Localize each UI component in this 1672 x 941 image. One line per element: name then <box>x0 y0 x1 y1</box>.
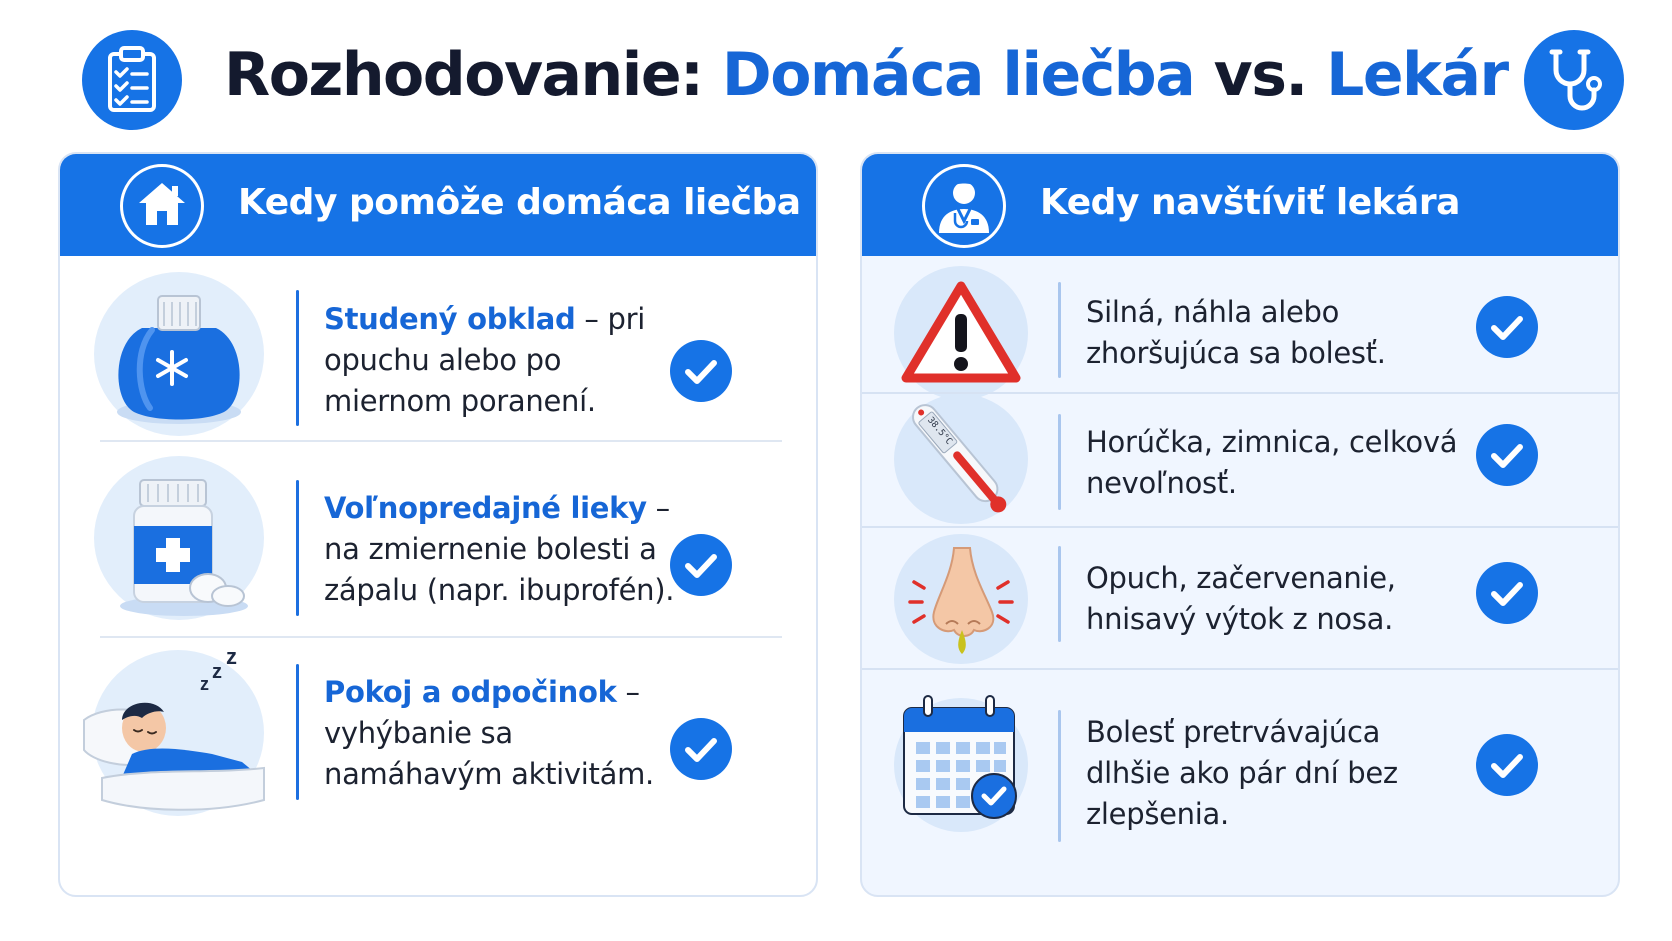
doctor-icon <box>922 164 1006 248</box>
home-item-row <box>60 256 816 452</box>
svg-text:z: z <box>212 661 222 683</box>
doctor-item-row <box>862 256 1618 392</box>
check-icon <box>1476 734 1538 796</box>
home-panel-title: Kedy pomôže domáca liečba <box>238 182 801 223</box>
doctor-item-text: Horúčka, zimnica, celková nevoľnosť. <box>1086 425 1458 500</box>
warning-triangle-icon <box>894 266 1028 400</box>
home-item-text <box>324 672 684 795</box>
page-title <box>224 40 1508 110</box>
home-item-title: Voľnopredajné lieky <box>324 491 647 525</box>
check-icon <box>670 534 732 596</box>
doctor-panel-header <box>862 154 1618 256</box>
home-item-row <box>60 638 816 868</box>
home-item-description: – vyhýbanie sa namáhavým aktivitám. <box>324 675 654 791</box>
doctor-item-text: Opuch, začervenanie, hnisavý výtok z nosa. <box>1086 561 1396 636</box>
title-versus: vs. <box>1194 40 1327 110</box>
row-separator-line <box>1058 546 1061 642</box>
home-panel-header <box>60 154 816 256</box>
home-item-title: Pokoj a odpočinok <box>324 675 617 709</box>
check-icon <box>670 340 732 402</box>
title-doctor: Lekár <box>1326 40 1508 110</box>
doctor-item-row <box>862 670 1618 896</box>
row-separator-line <box>296 290 299 426</box>
home-item-description: – na zmiernenie bolesti a zápalu (napr. ibuprofén). <box>324 491 675 607</box>
doctor-item-text: Silná, náhla alebo zhoršujúca sa bolesť. <box>1086 295 1386 370</box>
row-separator-line <box>296 664 299 800</box>
stethoscope-icon <box>1524 30 1624 130</box>
svg-text:z: z <box>226 644 237 669</box>
check-icon <box>1476 562 1538 624</box>
title-prefix: Rozhodovanie: <box>224 40 722 110</box>
svg-text:z: z <box>200 674 209 694</box>
thermometer-reading: 38.5°C <box>925 415 954 447</box>
sleeping-person-icon <box>92 644 264 816</box>
check-icon <box>670 718 732 780</box>
clipboard-checklist-icon <box>82 30 182 130</box>
title-home-treatment: Domáca liečba <box>721 40 1195 110</box>
doctor-panel-title: Kedy navštíviť lekára <box>1040 182 1460 223</box>
home-item-title: Studený obklad <box>324 302 576 336</box>
doctor-item-row <box>862 394 1618 526</box>
home-item-row <box>60 442 816 638</box>
check-icon <box>1476 424 1538 486</box>
row-separator-line <box>1058 710 1061 842</box>
home-item-text <box>324 299 684 422</box>
home-item-description: – pri opuchu alebo po miernom poranení. <box>324 302 646 418</box>
doctor-item-row <box>862 528 1618 664</box>
title-row <box>0 28 1672 138</box>
row-separator-line <box>1058 282 1061 378</box>
medicine-bottle-icon <box>94 456 264 620</box>
home-item-text <box>324 488 684 611</box>
doctor-item-text: Bolesť pretrvávajúca dlhšie ako pár dní bez zlepšenia. <box>1086 715 1398 831</box>
row-separator-line <box>1058 414 1061 510</box>
ice-pack-icon <box>94 272 264 436</box>
row-separator-line <box>296 480 299 616</box>
calendar-check-icon <box>894 698 1028 832</box>
doctor-visit-panel <box>860 152 1620 897</box>
thermometer-icon <box>894 394 1028 524</box>
home-treatment-panel <box>58 152 818 897</box>
nose-discharge-icon <box>894 534 1028 664</box>
house-icon <box>120 164 204 248</box>
check-icon <box>1476 296 1538 358</box>
